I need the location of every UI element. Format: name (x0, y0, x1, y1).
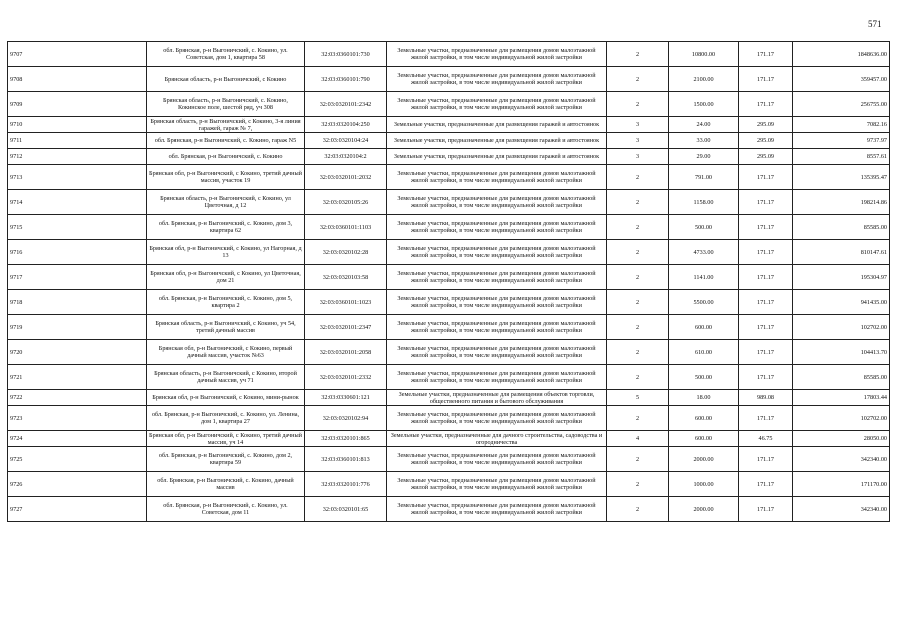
rate-cell: 171.17 (739, 365, 793, 390)
cadastral-number-cell: 32:03:0360101:730 (305, 42, 387, 67)
cadastral-number-cell: 32:03:0320101:2332 (305, 365, 387, 390)
cadastral-number-cell: 32:03:0320105:26 (305, 190, 387, 215)
area-cell: 1141.00 (669, 265, 739, 290)
category-cell: 5 (607, 390, 669, 406)
rate-cell: 171.17 (739, 447, 793, 472)
row-number-cell: 9723 (8, 406, 147, 431)
address-cell: обл. Брянская, р-н Выгоничский, с. Кокино, гараж N5 (147, 133, 305, 149)
rate-cell: 171.17 (739, 340, 793, 365)
table-row (8, 390, 890, 406)
row-number-cell: 9715 (8, 215, 147, 240)
table-row (8, 215, 890, 240)
category-cell: 2 (607, 365, 669, 390)
row-number-cell: 9724 (8, 431, 147, 447)
area-cell: 4733.00 (669, 240, 739, 265)
area-cell: 1500.00 (669, 92, 739, 117)
cadastral-number-cell: 32:03:0320101:2342 (305, 92, 387, 117)
land-use-cell: Земельные участки, предназначенные для размещения домов малоэтажной жилой застройки, в том числе индивидуальной жилой застройки (387, 265, 607, 290)
land-use-cell: Земельные участки, предназначенные для дачного строительства, садоводства и огородничества (387, 431, 607, 447)
cadastral-value-cell: 28050.00 (793, 431, 890, 447)
cadastral-number-cell: 32:03:0360101:1023 (305, 290, 387, 315)
rate-cell: 171.17 (739, 497, 793, 522)
address-cell: Брянская обл, р-н Выгоничский, с Кокино, ул Цветочная, дом 21 (147, 265, 305, 290)
table-row (8, 149, 890, 165)
rate-cell: 171.17 (739, 190, 793, 215)
rate-cell: 171.17 (739, 315, 793, 340)
category-cell: 2 (607, 92, 669, 117)
cadastral-number-cell: 32:03:0360101:1103 (305, 215, 387, 240)
land-use-cell: Земельные участки, предназначенные для размещения домов малоэтажной жилой застройки, в том числе индивидуальной жилой застройки (387, 472, 607, 497)
row-number-cell: 9710 (8, 117, 147, 133)
row-number-cell: 9727 (8, 497, 147, 522)
table-row (8, 472, 890, 497)
land-use-cell: Земельные участки, предназначенные для размещения домов малоэтажной жилой застройки, в том числе индивидуальной жилой застройки (387, 497, 607, 522)
area-cell: 2000.00 (669, 447, 739, 472)
area-cell: 1000.00 (669, 472, 739, 497)
area-cell: 10800.00 (669, 42, 739, 67)
rate-cell: 171.17 (739, 42, 793, 67)
category-cell: 2 (607, 190, 669, 215)
address-cell: Брянская область, р-н Выгоничский, с Кокино, уч 54, третий дачный массив (147, 315, 305, 340)
cadastral-number-cell: 32:03:0320101:2032 (305, 165, 387, 190)
area-cell: 2000.00 (669, 497, 739, 522)
rate-cell: 989.08 (739, 390, 793, 406)
area-cell: 5500.00 (669, 290, 739, 315)
address-cell: Брянская область, р-н Выгоничский, с Кокино (147, 67, 305, 92)
land-use-cell: Земельные участки, предназначенные для размещения гаражей и автостоянок (387, 149, 607, 165)
table-row (8, 240, 890, 265)
cadastral-value-cell: 810147.61 (793, 240, 890, 265)
row-number-cell: 9708 (8, 67, 147, 92)
land-use-cell: Земельные участки, предназначенные для размещения домов малоэтажной жилой застройки, в том числе индивидуальной жилой застройки (387, 92, 607, 117)
category-cell: 3 (607, 149, 669, 165)
land-use-cell: Земельные участки, предназначенные для размещения объектов торговли, общественного питания и бытового обслуживания (387, 390, 607, 406)
cadastral-number-cell: 32:03:0360101:813 (305, 447, 387, 472)
address-cell: Брянская обл, р-н Выгоничский, с Кокино, мини-рынок (147, 390, 305, 406)
cadastral-number-cell: 32:03:0320101:776 (305, 472, 387, 497)
page-number: 571 (868, 19, 882, 29)
cadastral-value-cell: 256755.00 (793, 92, 890, 117)
rate-cell: 171.17 (739, 215, 793, 240)
address-cell: Брянская область, р-н Выгоничский, с Кокино, второй дачный массив, уч 71 (147, 365, 305, 390)
address-cell: обл. Брянская, р-н Выгоничский, с. Кокино, дом 2, квартира 59 (147, 447, 305, 472)
cadastral-number-cell: 32:03:0320101:2347 (305, 315, 387, 340)
cadastral-value-cell: 102702.00 (793, 406, 890, 431)
cadastral-number-cell: 32:03:0320104:250 (305, 117, 387, 133)
cadastral-value-cell: 8557.61 (793, 149, 890, 165)
rate-cell: 171.17 (739, 67, 793, 92)
row-number-cell: 9717 (8, 265, 147, 290)
cadastral-number-cell: 32:03:0320101:2058 (305, 340, 387, 365)
land-use-cell: Земельные участки, предназначенные для размещения домов малоэтажной жилой застройки, в том числе индивидуальной жилой застройки (387, 42, 607, 67)
rate-cell: 46.75 (739, 431, 793, 447)
category-cell: 3 (607, 117, 669, 133)
cadastral-value-cell: 342340.00 (793, 497, 890, 522)
table-row (8, 67, 890, 92)
rate-cell: 171.17 (739, 240, 793, 265)
area-cell: 600.00 (669, 315, 739, 340)
cadastral-number-cell: 32:03:0320101:865 (305, 431, 387, 447)
cadastral-value-cell: 17803.44 (793, 390, 890, 406)
land-use-cell: Земельные участки, предназначенные для размещения домов малоэтажной жилой застройки, в том числе индивидуальной жилой застройки (387, 165, 607, 190)
table-row (8, 42, 890, 67)
rate-cell: 171.17 (739, 165, 793, 190)
table-row (8, 497, 890, 522)
cadastral-value-cell: 85585.00 (793, 215, 890, 240)
land-use-cell: Земельные участки, предназначенные для размещения домов малоэтажной жилой застройки, в том числе индивидуальной жилой застройки (387, 315, 607, 340)
cadastral-value-cell: 359457.00 (793, 67, 890, 92)
address-cell: обл. Брянская, р-н Выгоничский, с. Кокино, ул. Советская, дом 1, квартира 58 (147, 42, 305, 67)
area-cell: 33.00 (669, 133, 739, 149)
cadastral-value-cell: 85585.00 (793, 365, 890, 390)
category-cell: 2 (607, 472, 669, 497)
category-cell: 2 (607, 240, 669, 265)
cadastral-number-cell: 32:03:0330601:121 (305, 390, 387, 406)
area-cell: 24.00 (669, 117, 739, 133)
land-use-cell: Земельные участки, предназначенные для размещения домов малоэтажной жилой застройки, в том числе индивидуальной жилой застройки (387, 406, 607, 431)
area-cell: 791.00 (669, 165, 739, 190)
area-cell: 600.00 (669, 406, 739, 431)
category-cell: 2 (607, 340, 669, 365)
land-use-cell: Земельные участки, предназначенные для размещения домов малоэтажной жилой застройки, в том числе индивидуальной жилой застройки (387, 240, 607, 265)
category-cell: 2 (607, 406, 669, 431)
category-cell: 2 (607, 42, 669, 67)
category-cell: 2 (607, 497, 669, 522)
address-cell: обл. Брянская, р-н Выгоничский, с. Кокино, ул. Ленина, дом 1, квартира 27 (147, 406, 305, 431)
row-number-cell: 9709 (8, 92, 147, 117)
rate-cell: 295.09 (739, 133, 793, 149)
table-row (8, 340, 890, 365)
row-number-cell: 9719 (8, 315, 147, 340)
table-row (8, 315, 890, 340)
area-cell: 600.00 (669, 431, 739, 447)
rate-cell: 171.17 (739, 406, 793, 431)
table-row (8, 92, 890, 117)
rate-cell: 295.09 (739, 149, 793, 165)
address-cell: Брянская область, р-н Выгоничский, с. Кокино, Кокинское поле, шестой ряд, уч 308 (147, 92, 305, 117)
cadastral-number-cell: 32:03:0320102:94 (305, 406, 387, 431)
cadastral-number-cell: 32:03:0320102:28 (305, 240, 387, 265)
rate-cell: 171.17 (739, 472, 793, 497)
cadastral-value-cell: 104413.70 (793, 340, 890, 365)
area-cell: 2100.00 (669, 67, 739, 92)
land-registry-table (7, 41, 890, 522)
table-row (8, 265, 890, 290)
cadastral-number-cell: 32:03:0320104:24 (305, 133, 387, 149)
row-number-cell: 9725 (8, 447, 147, 472)
area-cell: 29.00 (669, 149, 739, 165)
land-use-cell: Земельные участки, предназначенные для размещения домов малоэтажной жилой застройки, в том числе индивидуальной жилой застройки (387, 190, 607, 215)
area-cell: 610.00 (669, 340, 739, 365)
cadastral-value-cell: 198214.86 (793, 190, 890, 215)
rate-cell: 171.17 (739, 265, 793, 290)
address-cell: обл. Брянская, р-н Выгоничский, с. Кокино, дом 5, квартира 2 (147, 290, 305, 315)
cadastral-value-cell: 7082.16 (793, 117, 890, 133)
cadastral-value-cell: 171170.00 (793, 472, 890, 497)
cadastral-value-cell: 941435.00 (793, 290, 890, 315)
category-cell: 2 (607, 265, 669, 290)
cadastral-value-cell: 135395.47 (793, 165, 890, 190)
row-number-cell: 9722 (8, 390, 147, 406)
row-number-cell: 9716 (8, 240, 147, 265)
cadastral-value-cell: 102702.00 (793, 315, 890, 340)
category-cell: 2 (607, 315, 669, 340)
row-number-cell: 9711 (8, 133, 147, 149)
row-number-cell: 9726 (8, 472, 147, 497)
table-row (8, 133, 890, 149)
land-use-cell: Земельные участки, предназначенные для размещения гаражей и автостоянок (387, 117, 607, 133)
rate-cell: 171.17 (739, 290, 793, 315)
cadastral-value-cell: 342340.00 (793, 447, 890, 472)
category-cell: 4 (607, 431, 669, 447)
address-cell: обл. Брянская, р-н Выгоничский, с. Кокино, дом 3, квартира 62 (147, 215, 305, 240)
table-row (8, 290, 890, 315)
cadastral-number-cell: 32:03:0320103:58 (305, 265, 387, 290)
land-use-cell: Земельные участки, предназначенные для размещения домов малоэтажной жилой застройки, в том числе индивидуальной жилой застройки (387, 215, 607, 240)
address-cell: Брянская обл, р-н Выгоничский, с Кокино, ул Нагорная, д 13 (147, 240, 305, 265)
table-row (8, 431, 890, 447)
land-use-cell: Земельные участки, предназначенные для размещения гаражей и автостоянок (387, 133, 607, 149)
land-use-cell: Земельные участки, предназначенные для размещения домов малоэтажной жилой застройки, в том числе индивидуальной жилой застройки (387, 365, 607, 390)
table-body (8, 42, 890, 522)
row-number-cell: 9718 (8, 290, 147, 315)
cadastral-value-cell: 9737.97 (793, 133, 890, 149)
address-cell: Брянская обл, р-н Выгоничский, с Кокино, третий дачный массив, уч 14 (147, 431, 305, 447)
address-cell: обл. Брянская, р-н Выгоничский, с. Кокино (147, 149, 305, 165)
row-number-cell: 9712 (8, 149, 147, 165)
table-row (8, 165, 890, 190)
address-cell: Брянская область, р-н Выгоничский, с Кокино, ул Цветочная, д 12 (147, 190, 305, 215)
address-cell: обл. Брянская, р-н Выгоничский, с. Кокино, дачный массив (147, 472, 305, 497)
land-use-cell: Земельные участки, предназначенные для размещения домов малоэтажной жилой застройки, в том числе индивидуальной жилой застройки (387, 447, 607, 472)
address-cell: Брянская область, р-н Выгоничский, с Кокино, 3-я линия гаражей, гараж № 7, (147, 117, 305, 133)
category-cell: 2 (607, 447, 669, 472)
row-number-cell: 9721 (8, 365, 147, 390)
category-cell: 3 (607, 133, 669, 149)
area-cell: 18.00 (669, 390, 739, 406)
land-use-cell: Земельные участки, предназначенные для размещения домов малоэтажной жилой застройки, в том числе индивидуальной жилой застройки (387, 67, 607, 92)
address-cell: Брянская обл, р-н Выгоничский, с Кокино, первый дачный массив, участок №63 (147, 340, 305, 365)
land-use-cell: Земельные участки, предназначенные для размещения домов малоэтажной жилой застройки, в том числе индивидуальной жилой застройки (387, 340, 607, 365)
area-cell: 1158.00 (669, 190, 739, 215)
cadastral-value-cell: 1848636.00 (793, 42, 890, 67)
category-cell: 2 (607, 165, 669, 190)
category-cell: 2 (607, 215, 669, 240)
table-row (8, 117, 890, 133)
address-cell: Брянская обл, р-н Выгоничский, с Кокино, третий дачный массив, участок 19 (147, 165, 305, 190)
area-cell: 500.00 (669, 365, 739, 390)
row-number-cell: 9713 (8, 165, 147, 190)
cadastral-value-cell: 195304.97 (793, 265, 890, 290)
table-row (8, 190, 890, 215)
row-number-cell: 9714 (8, 190, 147, 215)
category-cell: 2 (607, 67, 669, 92)
row-number-cell: 9707 (8, 42, 147, 67)
rate-cell: 295.09 (739, 117, 793, 133)
address-cell: обл. Брянская, р-н Выгоничский, с. Кокино, ул. Советская, дом 11 (147, 497, 305, 522)
area-cell: 500.00 (669, 215, 739, 240)
cadastral-number-cell: 32:03:0360101:790 (305, 67, 387, 92)
table-row (8, 406, 890, 431)
rate-cell: 171.17 (739, 92, 793, 117)
land-use-cell: Земельные участки, предназначенные для размещения домов малоэтажной жилой застройки, в том числе индивидуальной жилой застройки (387, 290, 607, 315)
row-number-cell: 9720 (8, 340, 147, 365)
table-row (8, 365, 890, 390)
cadastral-number-cell: 32:03:0320101:65 (305, 497, 387, 522)
category-cell: 2 (607, 290, 669, 315)
cadastral-number-cell: 32:03:0320104:2 (305, 149, 387, 165)
table-row (8, 447, 890, 472)
